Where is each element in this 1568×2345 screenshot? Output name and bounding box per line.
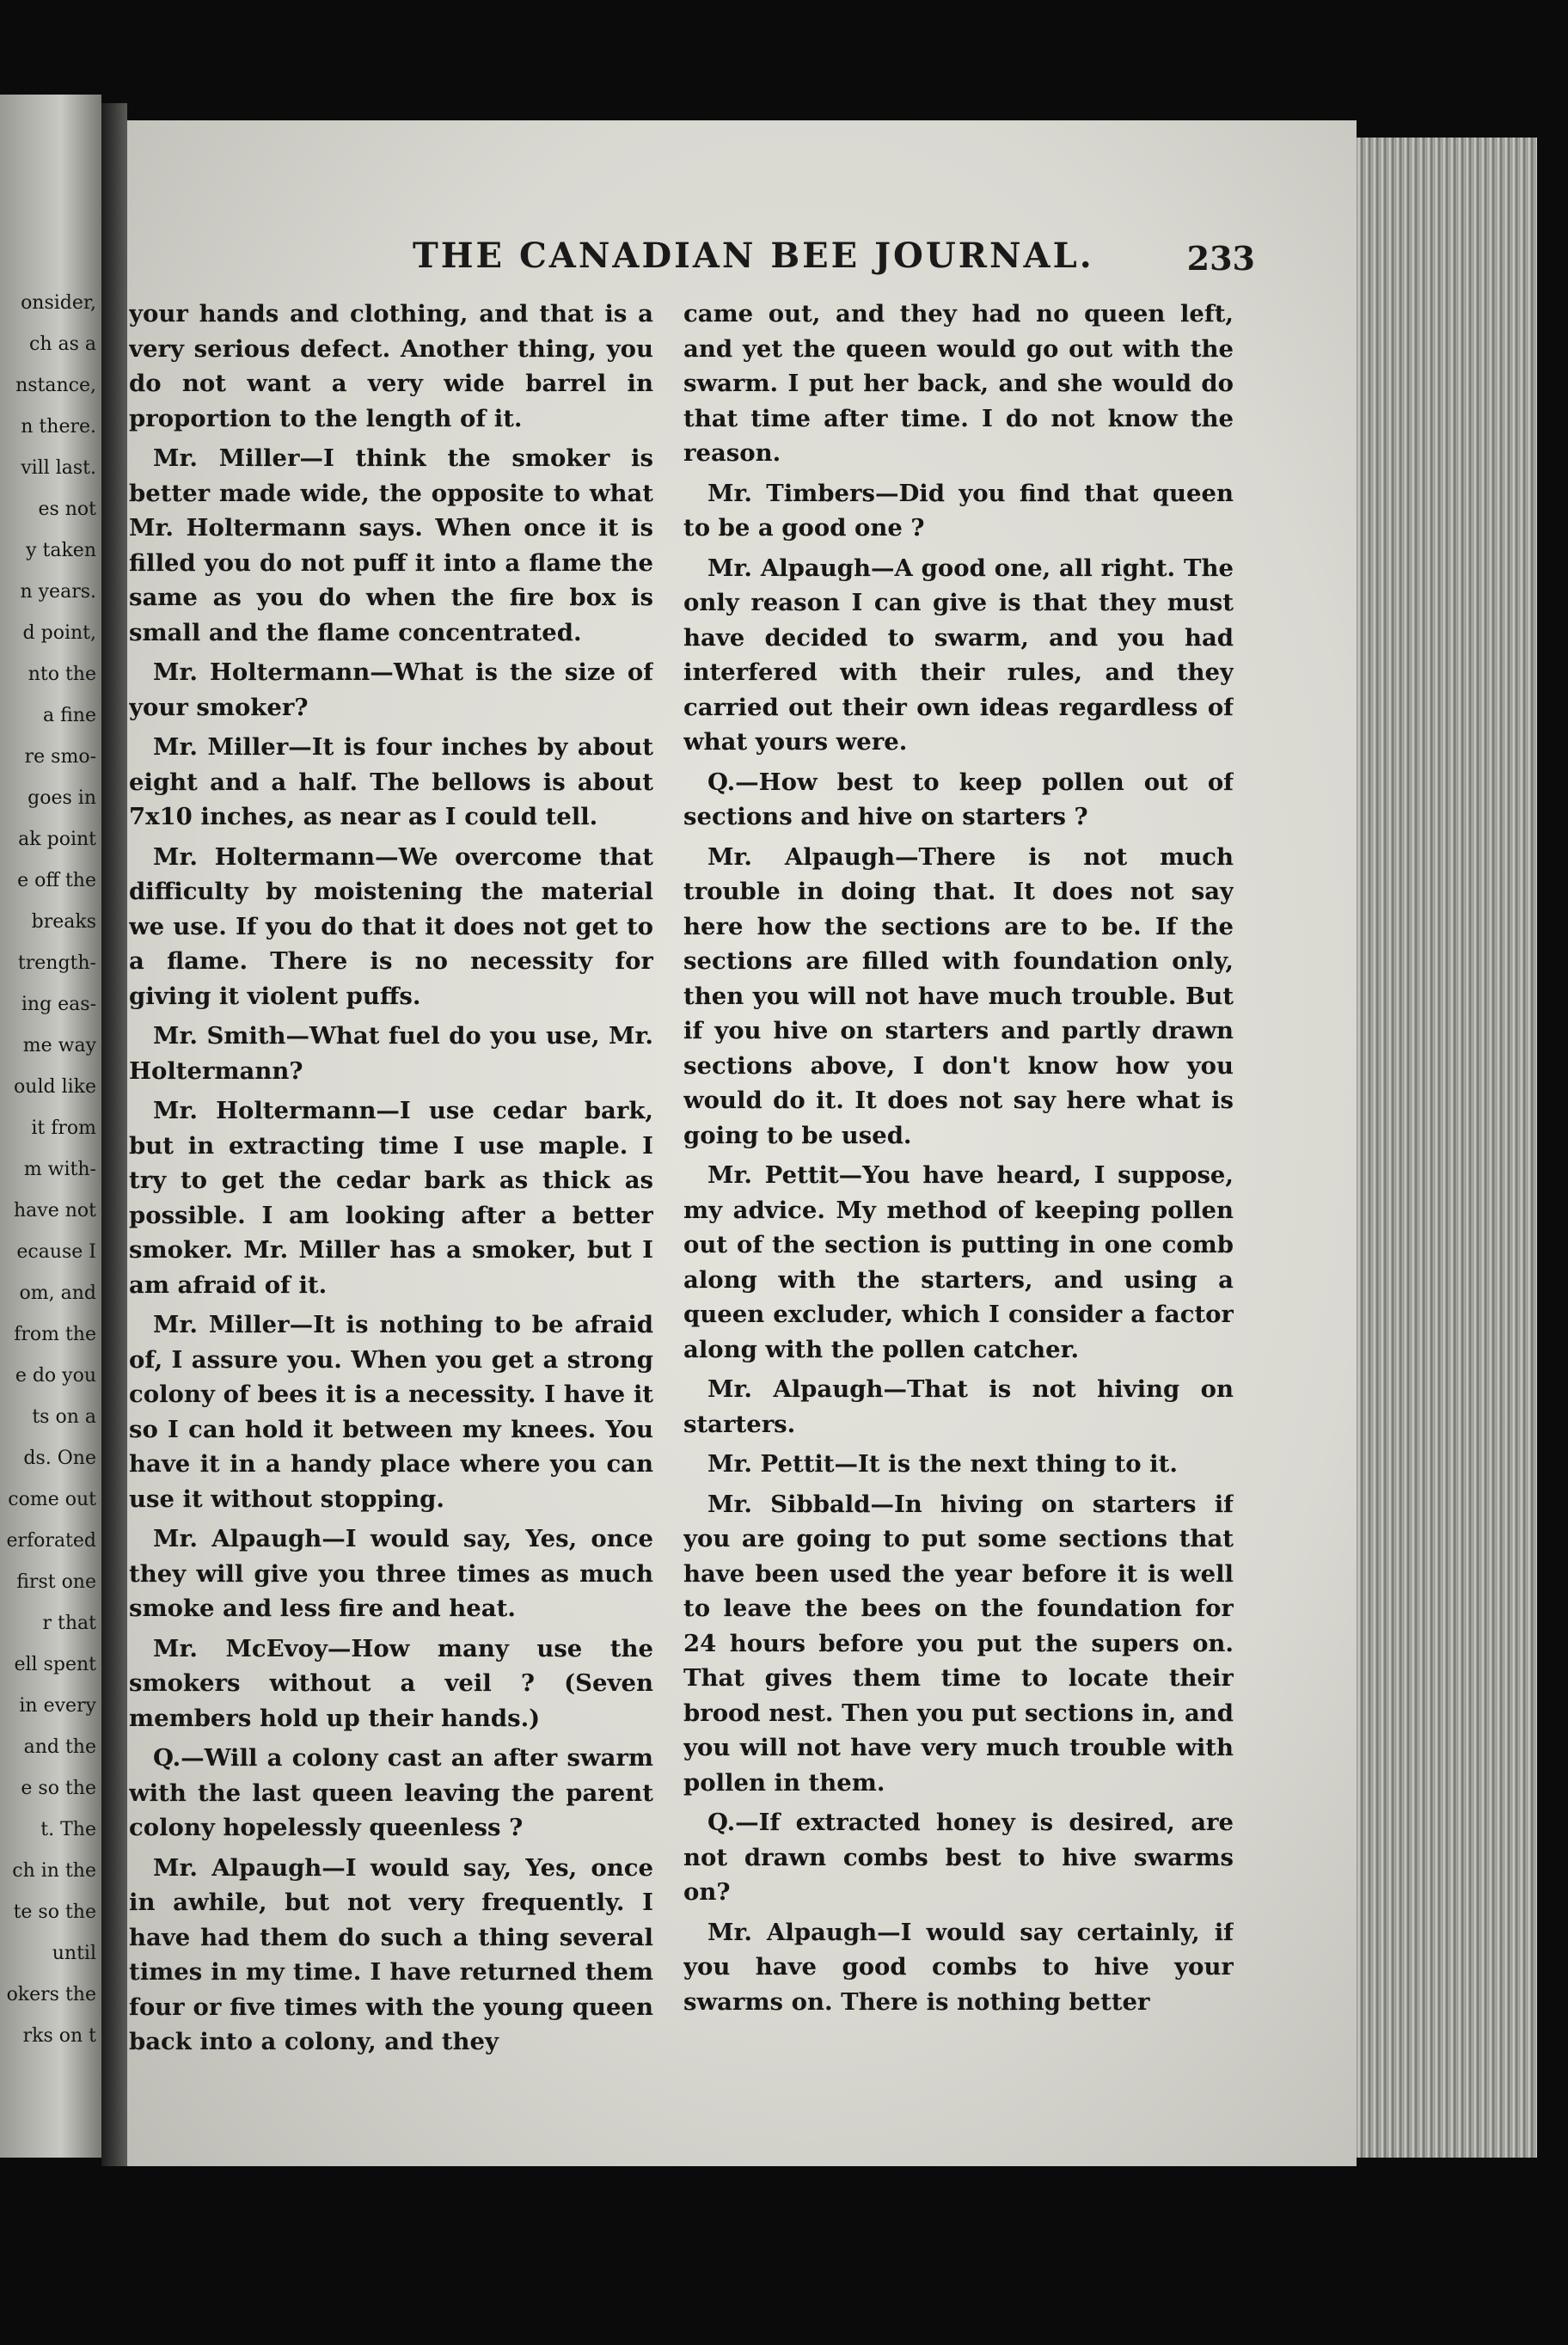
facing-page-text: first one <box>16 1571 96 1593</box>
paragraph: Mr. Holtermann—What is the size of your smoker? <box>129 658 653 721</box>
paragraph: came out, and they had no queen left, and yet the queen would go out with the swarm. I put her back, and she would do that time after time. I do not know the reason. <box>683 300 1234 467</box>
facing-page-text: r that <box>42 1613 96 1634</box>
facing-page-text: trength- <box>17 952 96 974</box>
facing-page-text: es not <box>38 499 96 520</box>
facing-page-text: n years. <box>20 581 96 603</box>
facing-page-text: y taken <box>26 540 96 561</box>
facing-page-text: come out <box>8 1489 96 1510</box>
facing-page-text: from the <box>14 1324 96 1345</box>
paragraph: Mr. Alpaugh—I would say certainly, if you have good combs to hive your swarms on. There is nothing better <box>683 1918 1234 2016</box>
paragraph: Mr. Pettit—You have heard, I suppose, my advice. My method of keeping pollen out of the section is putting in one comb along with the starters, and using a queen excluder, which I consider a factor along with the pollen catcher. <box>683 1161 1234 1363</box>
paragraph: Mr. Alpaugh—I would say, Yes, once they will give you three times as much smoke and less fire and heat. <box>129 1525 653 1622</box>
facing-page-text: nto the <box>28 664 96 685</box>
facing-page-text: a fine <box>43 705 96 726</box>
facing-page-text: re smo- <box>24 746 96 768</box>
facing-page-text: vill last. <box>21 457 96 479</box>
facing-page-text: e off the <box>17 870 96 891</box>
paragraph: Mr. Holtermann—I use cedar bark, but in extracting time I use maple. I try to get the cedar bark as thick as possible. I am looking after a better smoker. Mr. Miller has a smoker, but I am afraid of it. <box>129 1097 653 1299</box>
facing-page-text: m with- <box>23 1159 96 1180</box>
paragraph: Mr. Sibbald—In hiving on starters if you are going to put some sections that have been used the year before it is well to leave the bees on the foundation for 24 hours before you put the supers on. That gives them time to locate their brood nest. Then you put sections in, and you will not have very much trouble with pollen in them. <box>683 1490 1234 1797</box>
paragraph: Mr. McEvoy—How many use the smokers without a veil ? (Seven members hold up their hands.) <box>129 1634 653 1732</box>
facing-page-text: ak point <box>18 829 96 850</box>
facing-page-text: e so the <box>21 1778 96 1799</box>
paragraph: your hands and clothing, and that is a very serious defect. Another thing, you do not want a very wide barrel in proportion to the length of it. <box>129 300 653 432</box>
facing-page-text: ing eas- <box>21 994 96 1015</box>
facing-page-text: goes in <box>28 787 96 809</box>
page-edges <box>1357 138 1537 2158</box>
facing-page-text: nstance, <box>15 375 96 396</box>
paragraph: Mr. Smith—What fuel do you use, Mr. Holtermann? <box>129 1022 653 1085</box>
journal-title: THE CANADIAN BEE JOURNAL. <box>413 236 1094 276</box>
facing-page-text: okers the <box>6 1984 96 2005</box>
facing-page-text: ts on a <box>32 1406 96 1428</box>
facing-page-fragment <box>0 95 101 2158</box>
paragraph: Mr. Miller—I think the smoker is better made wide, the opposite to what Mr. Holtermann says. When once it is filled you do not puff it into a flame the same as you do when the fire box is small and the flame concentrated. <box>129 444 653 646</box>
running-header <box>284 232 1255 284</box>
paragraph: Mr. Holtermann—We overcome that difficulty by moistening the material we use. If you do that it does not get to a flame. There is no necessity for giving it violent puffs. <box>129 842 653 1010</box>
facing-page-text: erforated <box>6 1530 96 1552</box>
paragraph: Mr. Alpaugh—I would say, Yes, once in awhile, but not very frequently. I have had them do such a thing several times in my time. I have returned them four or five times with the young queen back into a colony, and they <box>129 1853 653 2055</box>
paragraph: Q.—Will a colony cast an after swarm with the last queen leaving the parent colony hopelessly queenless ? <box>129 1744 653 1841</box>
facing-page-text: ch in the <box>12 1860 96 1882</box>
facing-page-text: om, and <box>19 1283 96 1304</box>
facing-page-text: and the <box>23 1736 96 1758</box>
paragraph: Mr. Miller—It is four inches by about eight and a half. The bellows is about 7x10 inches, as near as I could tell. <box>129 733 653 830</box>
facing-page-text: me way <box>22 1035 96 1056</box>
facing-page-text: rks on t <box>22 2025 96 2047</box>
paragraph: Mr. Pettit—It is the next thing to it. <box>707 1450 1178 1478</box>
left-column <box>129 297 653 2145</box>
paragraph: Mr. Alpaugh—That is not hiving on starters. <box>683 1375 1234 1438</box>
facing-page-text: it from <box>31 1117 96 1139</box>
facing-page-text: te so the <box>13 1901 96 1923</box>
facing-page-text: onsider, <box>21 292 96 314</box>
facing-page-text: ecause I <box>16 1241 96 1263</box>
facing-page-text: in every <box>19 1695 96 1717</box>
paragraph: Q.—If extracted honey is desired, are not drawn combs best to hive swarms on? <box>683 1809 1234 1906</box>
facing-page-text: until <box>52 1943 96 1964</box>
facing-page-text: e do you <box>15 1365 96 1387</box>
paragraph: Q.—How best to keep pollen out of sections and hive on starters ? <box>683 768 1234 830</box>
facing-page-text: ch as a <box>29 334 96 355</box>
book-gutter <box>101 103 127 2166</box>
paragraph: Mr. Alpaugh—A good one, all right. The only reason I can give is that they must have decided to swarm, and you had interfered with their rules, and they carried out their own ideas regardless of what yours were. <box>683 554 1234 756</box>
paragraph: Mr. Alpaugh—There is not much trouble in doing that. It does not say here how the sections are to be. If the sections are filled with foundation only, then you will not have much trouble. But if you hive on starters and partly drawn sections above, I don't know how you would do it. It does not say here what is going to be used. <box>683 842 1234 1149</box>
right-column <box>683 297 1234 2145</box>
page-number: 233 <box>1186 239 1255 278</box>
facing-page-text: ds. One <box>23 1448 96 1469</box>
facing-page-text: ould like <box>14 1076 96 1098</box>
facing-page-text: breaks <box>31 911 96 933</box>
paragraph: Mr. Miller—It is nothing to be afraid of, I assure you. When you get a strong colony of bees it is a necessity. I have it so I can hold it between my knees. You have it in a handy place where you can use it without stopping. <box>129 1311 653 1513</box>
facing-page-text: have not <box>14 1200 96 1221</box>
paragraph: Mr. Timbers—Did you find that queen to be a good one ? <box>683 479 1234 542</box>
facing-page-text: n there. <box>21 416 96 438</box>
facing-page-text: t. The <box>40 1819 96 1840</box>
facing-page-text: ell spent <box>14 1654 96 1675</box>
facing-page-text: d point, <box>22 622 96 644</box>
